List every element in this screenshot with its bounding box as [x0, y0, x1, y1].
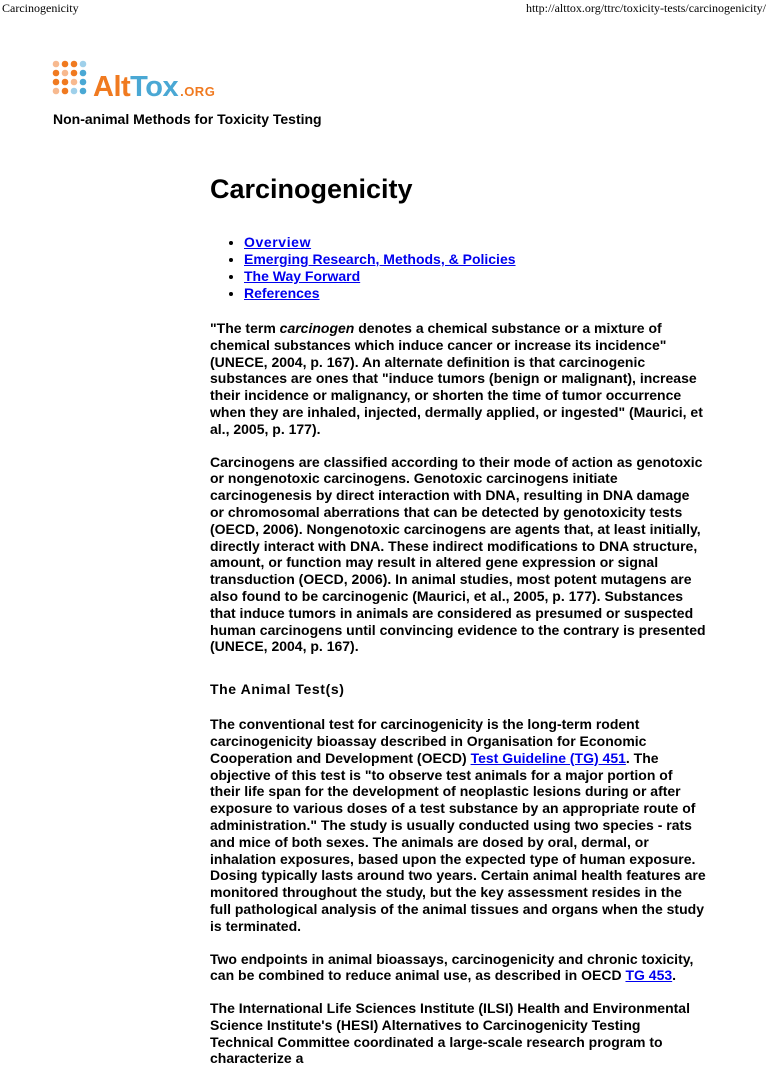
toc-item-overview [244, 234, 706, 251]
toc-link-references[interactable]: References [244, 285, 320, 301]
logo-tox: Tox [130, 71, 179, 103]
logo-alt: Alt [93, 71, 131, 103]
print-header-title: Carcinogenicity [2, 1, 79, 15]
page-title: Carcinogenicity [210, 174, 413, 204]
site-tagline: Non-animal Methods for Toxicity Testing [53, 111, 322, 127]
paragraph-ilsi: The International Life Sciences Institute (ILSI) Health and Environmental Science Institute's (HESI) Alternatives to Carcinogenicity Testing Technical Committee coordinated a large-scale research program to characterize a [210, 1000, 690, 1067]
print-header-url: http://alttox.org/ttrc/toxicity-tests/carcinogenicity/ [525, 1, 766, 15]
tg453-link[interactable]: TG 453 [625, 967, 673, 984]
p1-emphasis: carcinogen [279, 320, 355, 336]
paragraph-animal-test [210, 716, 706, 934]
toc-link-overview[interactable]: Overview [244, 234, 312, 250]
toc-link-way-forward[interactable]: The Way Forward [244, 268, 361, 284]
logo-org: .ORG [180, 84, 216, 99]
toc-item-emerging [244, 251, 706, 268]
main-content [210, 170, 706, 1067]
paragraph-endpoints [210, 951, 706, 985]
paragraph-classification: Carcinogens are classified according to their mode of action as genotoxic or nongenotoxic carcinogens. Genotoxic carcinogens initiate carcinogenesis by direct interaction with DNA, resulting in DNA damage or chromosomal aberrations that can be detected by genotoxicity tests (OECD, 2006). Nongenotoxic carcinogens are agents that, at least initially, directly interact with DNA. These indirect modifications to DNA structure, amount, or function may result in altered gene expression or signal transduction (OECD, 2006). In animal studies, most potent mutagens are also found to be carcinogenic (Maurici, et al., 2005, p. 177). Substances that induce tumors in animals are considered as presumed or suspected human carcinogens until convincing evidence to the contrary is presented (UNECE, 2004, p. 167). [210, 453, 706, 655]
tg451-link[interactable]: Test Guideline (TG) 451 [470, 749, 626, 766]
p4-text-a: Two endpoints in animal bioassays, carcinogenicity and chronic toxicity, can be combined to reduce animal use, as described in OECD [210, 950, 694, 984]
dots-logo-icon [52, 59, 92, 101]
p4-text-b: . [672, 967, 677, 984]
logo-wordmark [93, 70, 215, 109]
p3-text-b: . The objective of this test is "to observe test animals for a major portion of their life span for the development of neoplastic lesions during or after exposure to various doses of a test substance by an appropriate route of administration." The study is usually conducted using two species - rats and mice of both sexes. The animals are dosed by oral, dermal, or inhalation exposures, based upon the expected type of human exposure. Dosing typically lasts around two years. Certain animal health features are monitored throughout the study, but the key assessment resides in the full pathological analysis of the animal tissues and organs when the study is terminated. [210, 749, 706, 934]
p1-text-b: denotes a chemical substance or a mixture of chemical substances which induce cancer or increase its incidence" (UNECE, 2004, p. 167). An alternate definition is that carcinogenic substances are ones that "induce tumors (benign or malignant), increase their incidence or malignancy, or shorten the time of tumor occurrence when they are inhaled, injected, dermally applied, or ingested" (Maurici, et al., 2005, p. 177). [210, 320, 703, 437]
toc-item-references [244, 285, 706, 302]
toc-item-way-forward [244, 268, 706, 285]
paragraph-definition [210, 320, 706, 438]
p1-text-a: "The term [210, 320, 280, 336]
toc-link-emerging[interactable]: Emerging Research, Methods, & Policies [244, 251, 516, 267]
section-heading-animal-tests: The Animal Test(s) [210, 681, 345, 698]
alttox-logo[interactable] [52, 58, 232, 104]
print-header [0, 0, 768, 16]
p3-text-a: The conventional test for carcinogenicity is the long-term rodent carcinogenicity bioassay described in Organisation for Economic Cooperation and Development (OECD) [210, 716, 647, 766]
table-of-contents [210, 234, 706, 302]
